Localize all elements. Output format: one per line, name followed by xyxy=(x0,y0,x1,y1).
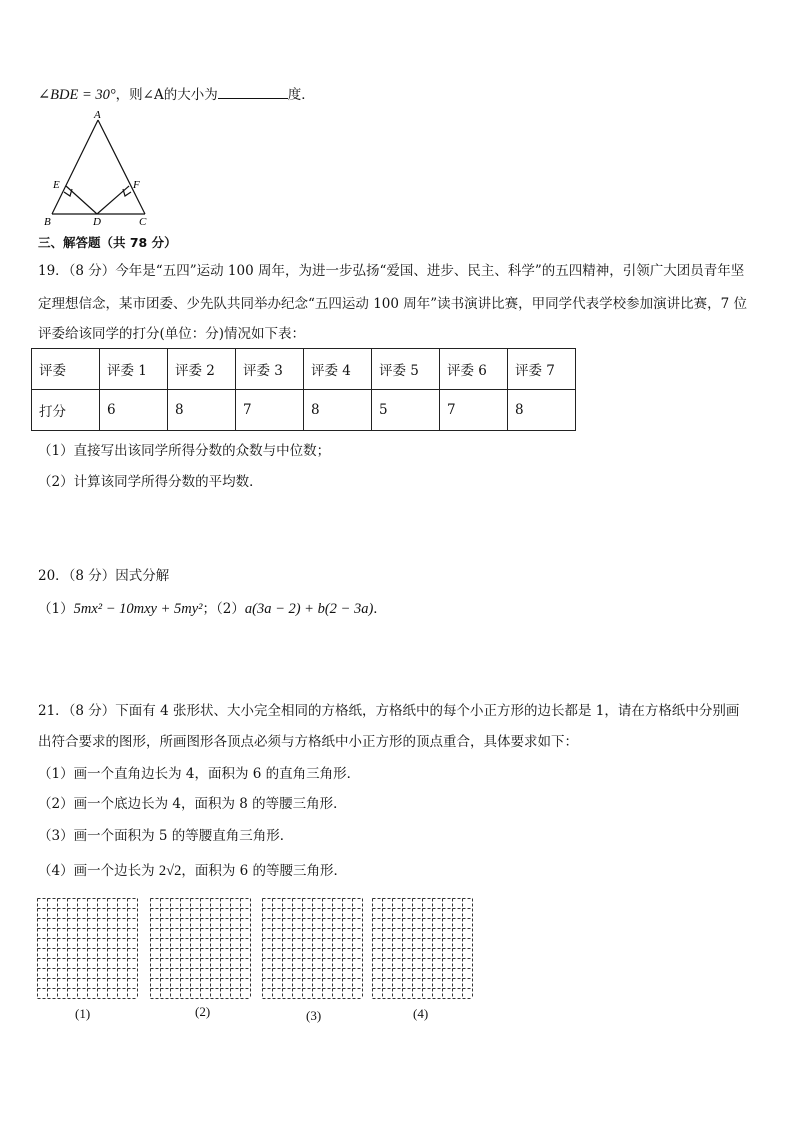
table-header-row xyxy=(32,349,576,390)
q19-line2: 定理想信念，某市团委、少先队共同举办纪念“五四运动 100 周年”读书演讲比赛，甲同学代表学校参加演讲比赛，7 位 xyxy=(38,296,748,312)
table-cell: 6 xyxy=(100,390,168,431)
table-cell: 8 xyxy=(304,390,372,431)
q21-req4 xyxy=(38,859,347,880)
grid-paper-2[interactable] xyxy=(150,898,251,999)
table-cell: 7 xyxy=(236,390,304,431)
table-cell: 8 xyxy=(168,390,236,431)
table-cell: 打分 xyxy=(32,390,100,431)
q20-sep: ；（2） xyxy=(202,601,245,617)
grid-label-2: (2) xyxy=(195,1004,211,1019)
q20-p1-expr: 5mx² − 10mxy + 5my² xyxy=(73,601,203,617)
grid-paper-1[interactable] xyxy=(37,898,138,999)
table-cell: 评委 xyxy=(32,349,100,390)
table-cell: 评委 4 xyxy=(304,349,372,390)
q19-sub1: （1）直接写出该同学所得分数的众数与中位数； xyxy=(38,443,331,459)
label-c: C xyxy=(139,216,147,228)
table-cell: 评委 5 xyxy=(372,349,440,390)
side-ac xyxy=(98,120,145,214)
label-b: B xyxy=(44,216,51,228)
angle-bde-expr: ∠BDE = 30° xyxy=(38,87,116,103)
q20-parts xyxy=(38,597,387,618)
q21-req2: （2）画一个底边长为 4，面积为 8 的等腰三角形． xyxy=(38,796,347,812)
side-ab xyxy=(52,120,98,214)
triangle-figure xyxy=(40,108,160,230)
q20-title: 20．（8 分）因式分解 xyxy=(38,568,170,584)
table-cell: 评委 2 xyxy=(168,349,236,390)
score-table xyxy=(31,348,576,431)
grid-label-3: (3) xyxy=(306,1008,322,1023)
q21-req4-suffix: ，面积为 6 的等腰三角形． xyxy=(181,863,348,879)
q21-line1: 21．（8 分）下面有 4 张形状、大小完全相同的方格纸，方格纸中的每个小正方形的边长都是 1，请在方格纸中分别画 xyxy=(38,703,740,719)
q21-req4-prefix: （4）画一个边长为 xyxy=(38,863,159,879)
degree-suffix: 度． xyxy=(287,87,315,103)
segment-de xyxy=(66,186,97,214)
q20-end: ． xyxy=(373,601,387,617)
label-d: D xyxy=(93,216,101,228)
segment-df xyxy=(97,186,129,214)
grid-paper-4[interactable] xyxy=(372,898,473,999)
q19-line3: 评委给该同学的打分(单位：分)情况如下表： xyxy=(38,326,306,342)
table-cell: 评委 3 xyxy=(236,349,304,390)
table-cell: 5 xyxy=(372,390,440,431)
grid-paper-3[interactable] xyxy=(262,898,363,999)
label-a: A xyxy=(94,109,101,121)
q19-sub2: （2）计算该同学所得分数的平均数． xyxy=(38,474,263,490)
grid-label-1: (1) xyxy=(75,1006,91,1021)
q21-line2: 出符合要求的图形，所画图形各顶点必须与方格纸中小正方形的顶点重合，具体要求如下： xyxy=(38,734,578,750)
table-cell: 评委 1 xyxy=(100,349,168,390)
section-title: 三、解答题（共 78 分） xyxy=(38,235,177,250)
grid-label-4: (4) xyxy=(413,1006,429,1021)
table-cell: 评委 6 xyxy=(440,349,508,390)
table-cell: 评委 7 xyxy=(508,349,576,390)
label-e: E xyxy=(53,179,60,191)
q20-p1-label: （1） xyxy=(38,601,74,617)
top-question-line xyxy=(38,83,315,104)
angle-a-prompt: ，则∠A的大小为 xyxy=(115,87,218,103)
table-cell: 7 xyxy=(440,390,508,431)
q21-req1: （1）画一个直角边长为 4，面积为 6 的直角三角形． xyxy=(38,766,361,782)
label-f: F xyxy=(133,179,140,191)
answer-blank[interactable] xyxy=(218,86,288,99)
table-row xyxy=(32,390,576,431)
table-cell: 8 xyxy=(508,390,576,431)
q20-p2-expr: a(3a − 2) + b(2 − 3a) xyxy=(244,601,374,617)
q21-req3: （3）画一个面积为 5 的等腰直角三角形． xyxy=(38,828,294,844)
q19-line1: 19．（8 分）今年是“五四”运动 100 周年，为进一步弘扬“爱国、进步、民主、科学”的五四精神，引领广大团员青年坚 xyxy=(38,263,745,279)
sqrt-expr: 2√2 xyxy=(158,863,182,879)
